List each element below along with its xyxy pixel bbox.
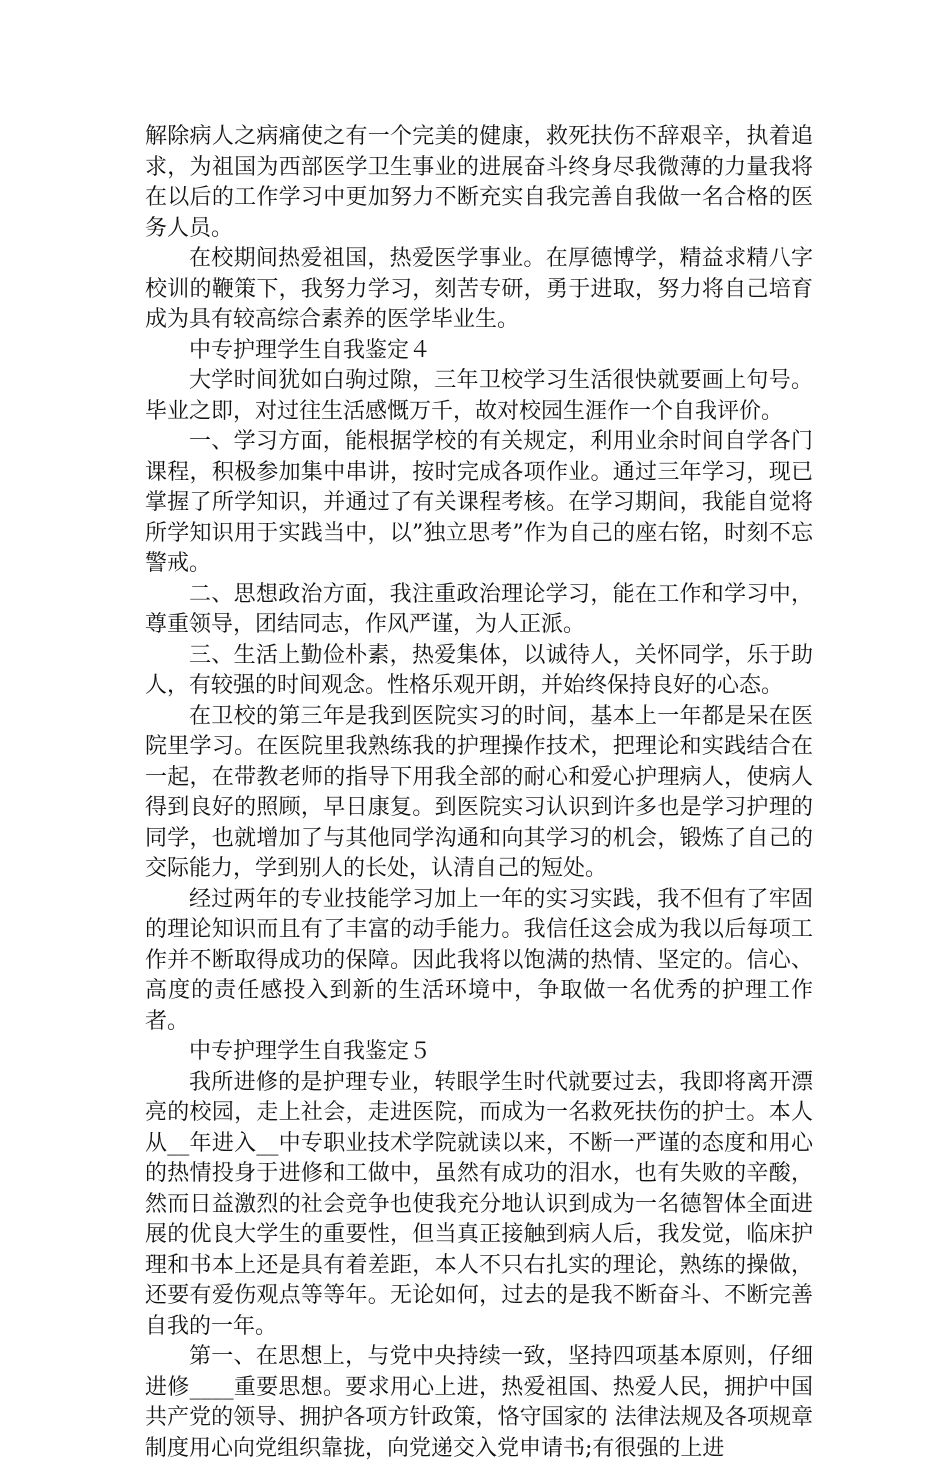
paragraph-3: 大学时间犹如白驹过隙，三年卫校学习生活很快就要画上句号。毕业之即，对过往生活感慨万千，故对校园生涯作一个自我评价。 [145,368,813,424]
section-heading-5: 中专护理学生自我鉴定５ [189,1039,432,1064]
section-heading-4: 中专护理学生自我鉴定４ [189,337,432,363]
document-page [145,122,813,1464]
paragraph-6: 三、生活上勤俭朴素，热爱集体，以诚待人，关怀同学，乐于助人，有较强的时间观念。性格乐观开朗，并始终保持良好的心态。 [145,642,813,698]
paragraph-8: 经过两年的专业技能学习加上一年的实习实践，我不但有了牢固的理论知识而且有了丰富的动手能力。我信任这会成为我以后每项工作并不断取得成功的保障。因此我将以饱满的热情、坚定的。信心、高度的责任感投入到新的生活环境中，争取做一名优秀的护理工作者。 [145,886,813,1034]
paragraph-5: 二、思想政治方面，我注重政治理论学习，能在工作和学习中，尊重领导，团结同志，作风严谨，为人正派。 [145,581,813,637]
paragraph-10: 第一、在思想上，与党中央持续一致，坚持四项基本原则，仔细进修____重要思想。要求用心上进，热爱祖国、热爱人民，拥护中国共产党的领导、拥护各项方针政策，恪守国家的 法律法规及各项规章制度用心向党组织靠拢，向党递交入党申请书;有很强的上进 [145,1344,813,1461]
paragraph-4: 一、学习方面，能根据学校的有关规定，利用业余时间自学各门课程，积极参加集中串讲，按时完成各项作业。通过三年学习，现已掌握了所学知识，并通过了有关课程考核。在学习期间，我能自觉将所学知识用于实践当中，以”独立思考”作为自己的座右铭，时刻不忘警戒。 [145,429,813,576]
paragraph-2: 在校期间热爱祖国，热爱医学事业。在厚德博学，精益求精八字校训的鞭策下，我努力学习，刻苦专研，勇于进取，努力将自己培育成为具有较高综合素养的医学毕业生。 [145,246,813,332]
paragraph-7: 在卫校的第三年是我到医院实习的时间，基本上一年都是呆在医院里学习。在医院里我熟练我的护理操作技术，把理论和实践结合在一起，在带教老师的指导下用我全部的耐心和爱心护理病人，使病人得到良好的照顾，早日康复。到医院实习认识到许多也是学习护理的同学，也就增加了与其他同学沟通和向其学习的机会，锻炼了自己的交际能力，学到别人的长处，认清自己的短处。 [145,703,813,881]
paragraph-1: 解除病人之病痛使之有一个完美的健康，救死扶伤不辞艰辛，执着追求，为祖国为西部医学卫生事业的进展奋斗终身尽我微薄的力量我将在以后的工作学习中更加努力不断充实自我完善自我做一名合格的医务人员。 [145,124,813,241]
paragraph-9: 我所进修的是护理专业，转眼学生时代就要过去，我即将离开漂亮的校园，走上社会，走进医院，而成为一名救死扶伤的护士。本人从__年进入__中专职业技术学院就读以来，不断一严谨的态度和用心的热情投身于进修和工做中，虽然有成功的泪水，也有失败的辛酸，然而日益激烈的社会竞争也使我充分地认识到成为一名德智体全面进展的优良大学生的重要性，但当真正接触到病人后，我发觉，临床护理和书本上还是具有着差距，本人不只右扎实的理论，熟练的操做，还要有爱伤观点等等年。无论如何，过去的是我不断奋斗、不断完善自我的一年。 [145,1069,813,1339]
